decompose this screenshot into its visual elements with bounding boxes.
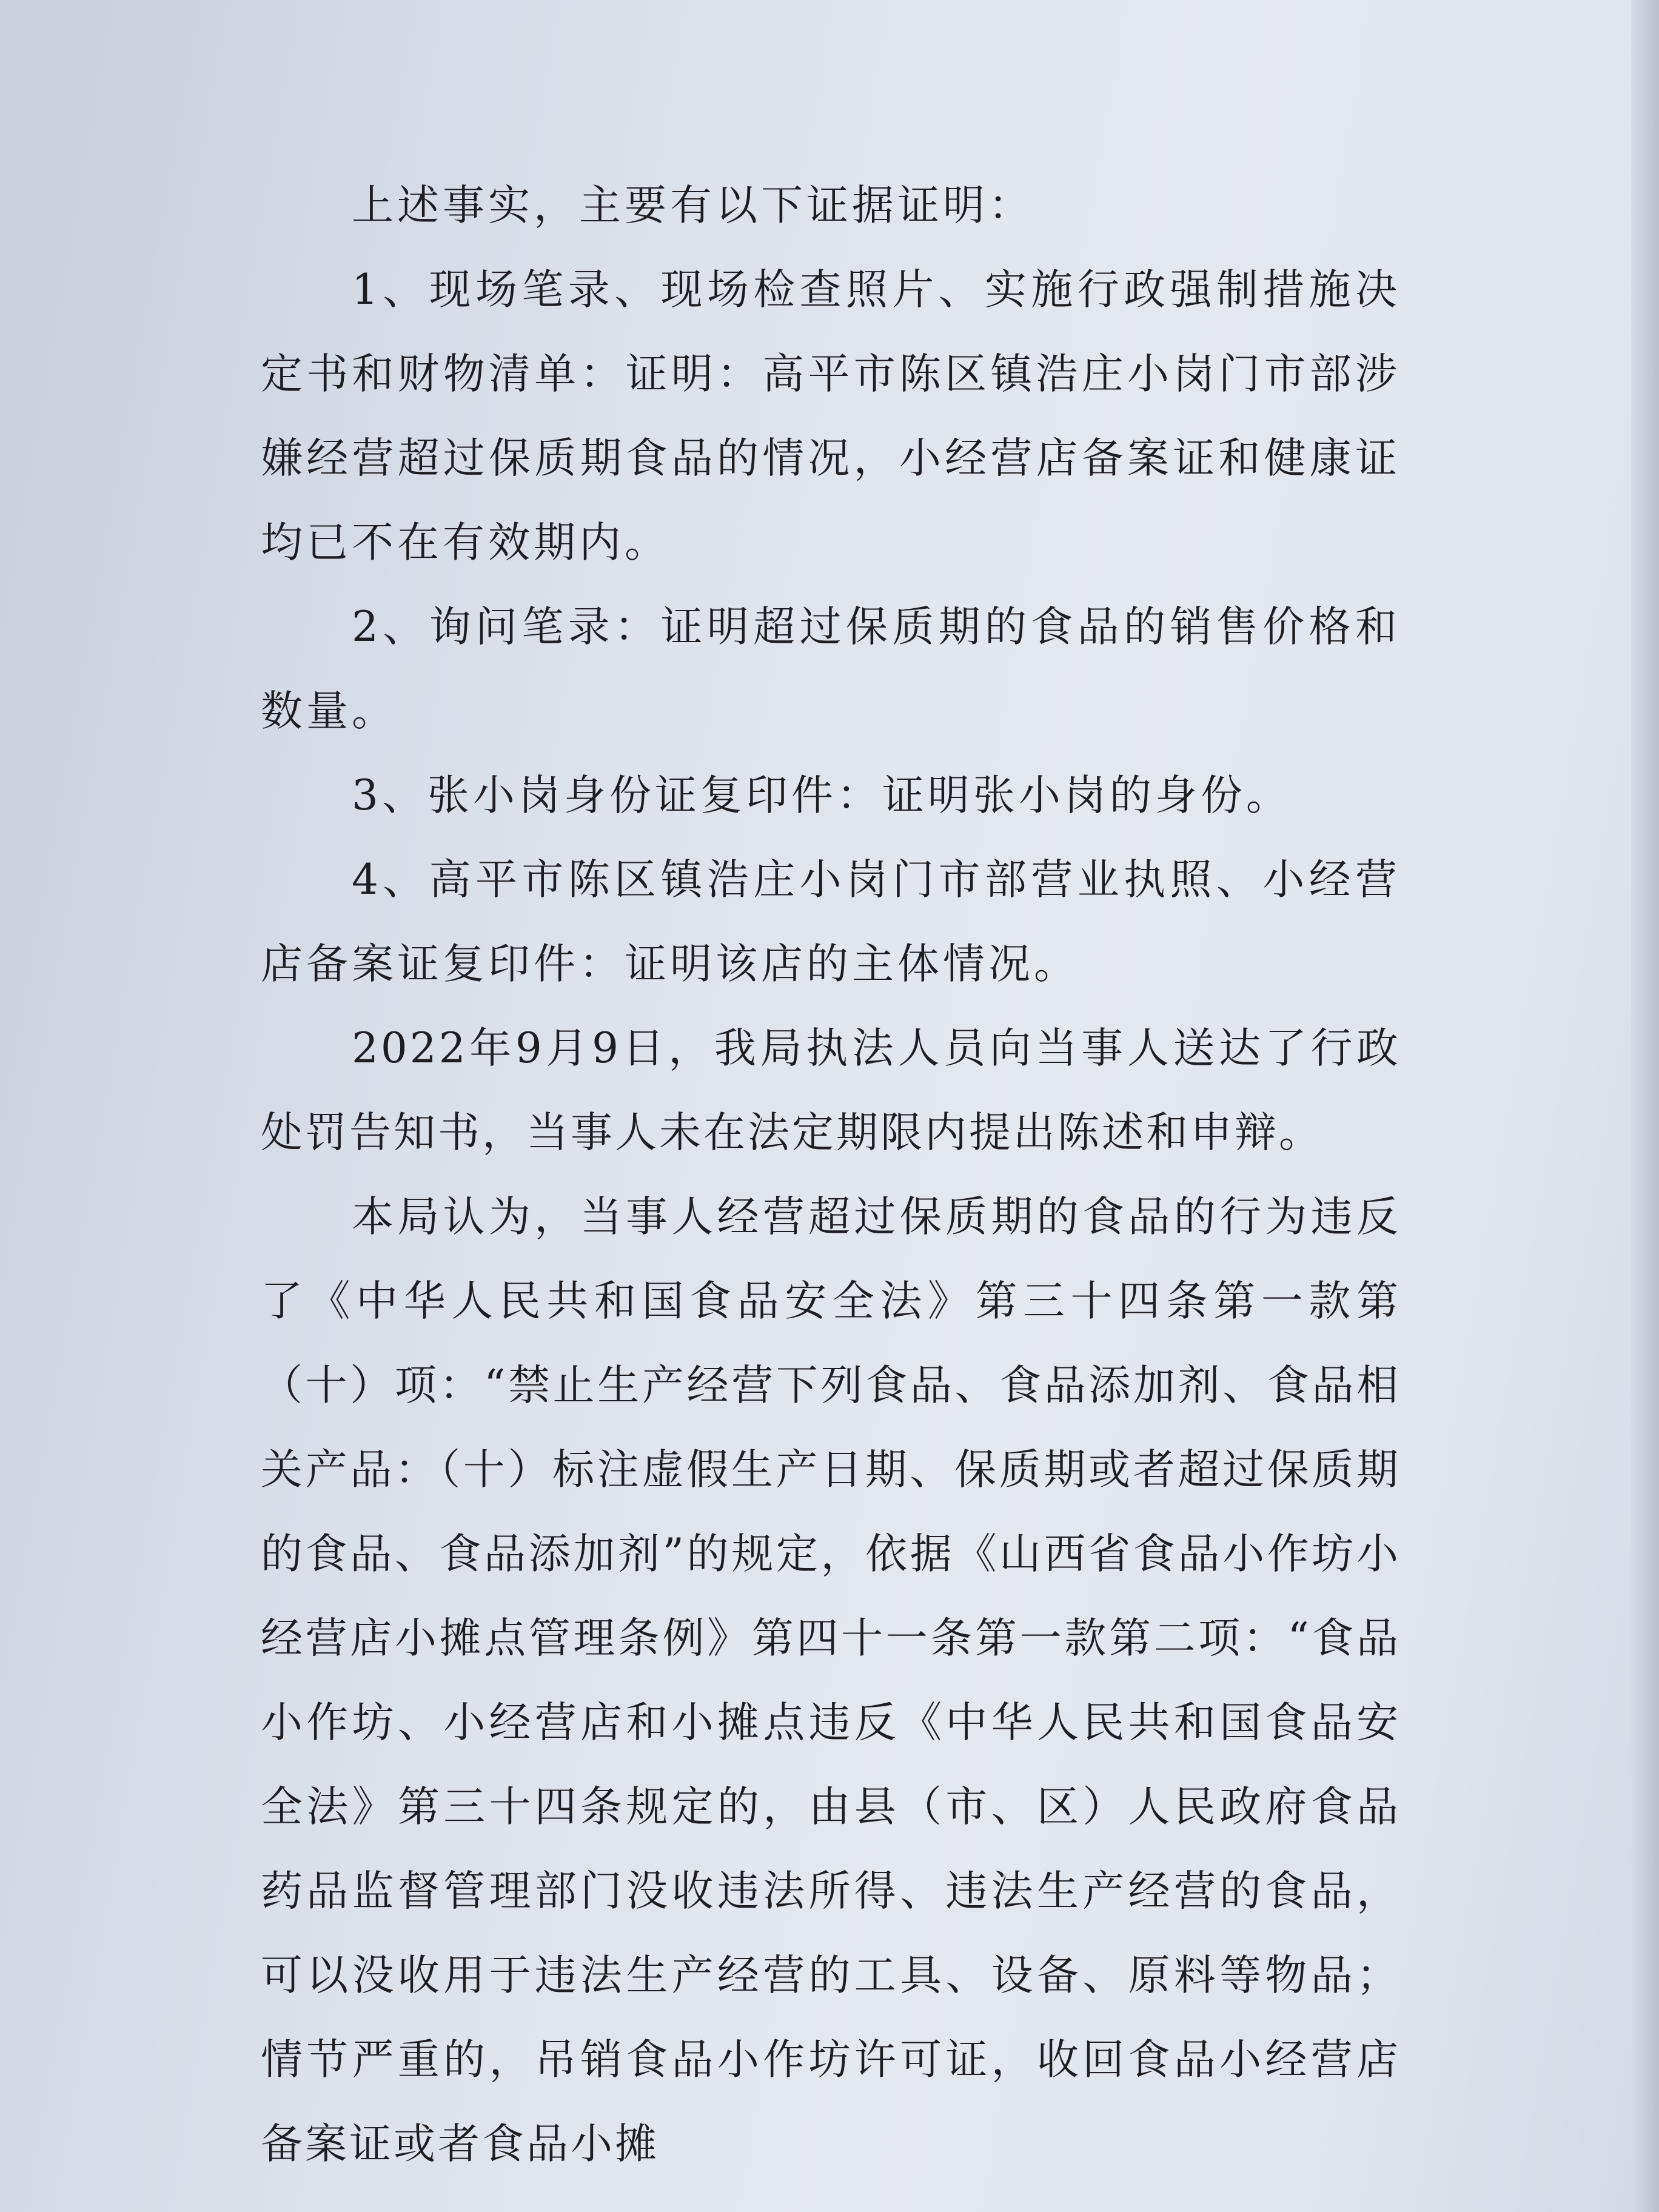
- document-body: [261, 164, 1401, 2187]
- notice-delivery-paragraph: 2022年9月9日，我局执法人员向当事人送达了行政处罚告知书，当事人未在法定期限内提出陈述和申辩。: [261, 1024, 1401, 1157]
- evidence-item-4: 4、高平市陈区镇浩庄小岗门市部营业执照、小经营店备案证复印件：证明该店的主体情况。: [261, 856, 1401, 988]
- evidence-item-1: 1、现场笔录、现场检查照片、实施行政强制措施决定书和财物清单：证明：高平市陈区镇浩庄小岗门市部涉嫌经营超过保质期食品的情况，小经营店备案证和健康证均已不在有效期内。: [261, 266, 1401, 567]
- page-edge: [1631, 0, 1659, 2212]
- evidence-item-2: 2、询问笔录：证明超过保质期的食品的销售价格和数量。: [261, 603, 1401, 736]
- evidence-item-3: 3、张小岗身份证复印件：证明张小岗的身份。: [352, 771, 1292, 820]
- evidence-intro-paragraph: 上述事实，主要有以下证据证明：: [352, 181, 1034, 230]
- legal-basis-paragraph: 本局认为，当事人经营超过保质期的食品的行为违反了《中华人民共和国食品安全法》第三十四条第一款第（十）项：“禁止生产经营下列食品、食品添加剂、食品相关产品：（十）标注虚假生产日期、保质期或者超过保质期的食品、食品添加剂”的规定，依据《山西省食品小作坊小经营店小摊点管理条例》第四十一条第一款第二项：“食品小作坊、小经营店和小摊点违反《中华人民共和国食品安全法》第三十四条规定的，由县（市、区）人民政府食品药品监督管理部门没收违法所得、违法生产经营的食品，可以没收用于违法生产经营的工具、设备、原料等物品；情节严重的，吊销食品小作坊许可证，收回食品小经营店备案证或者食品小摊: [261, 1193, 1401, 2168]
